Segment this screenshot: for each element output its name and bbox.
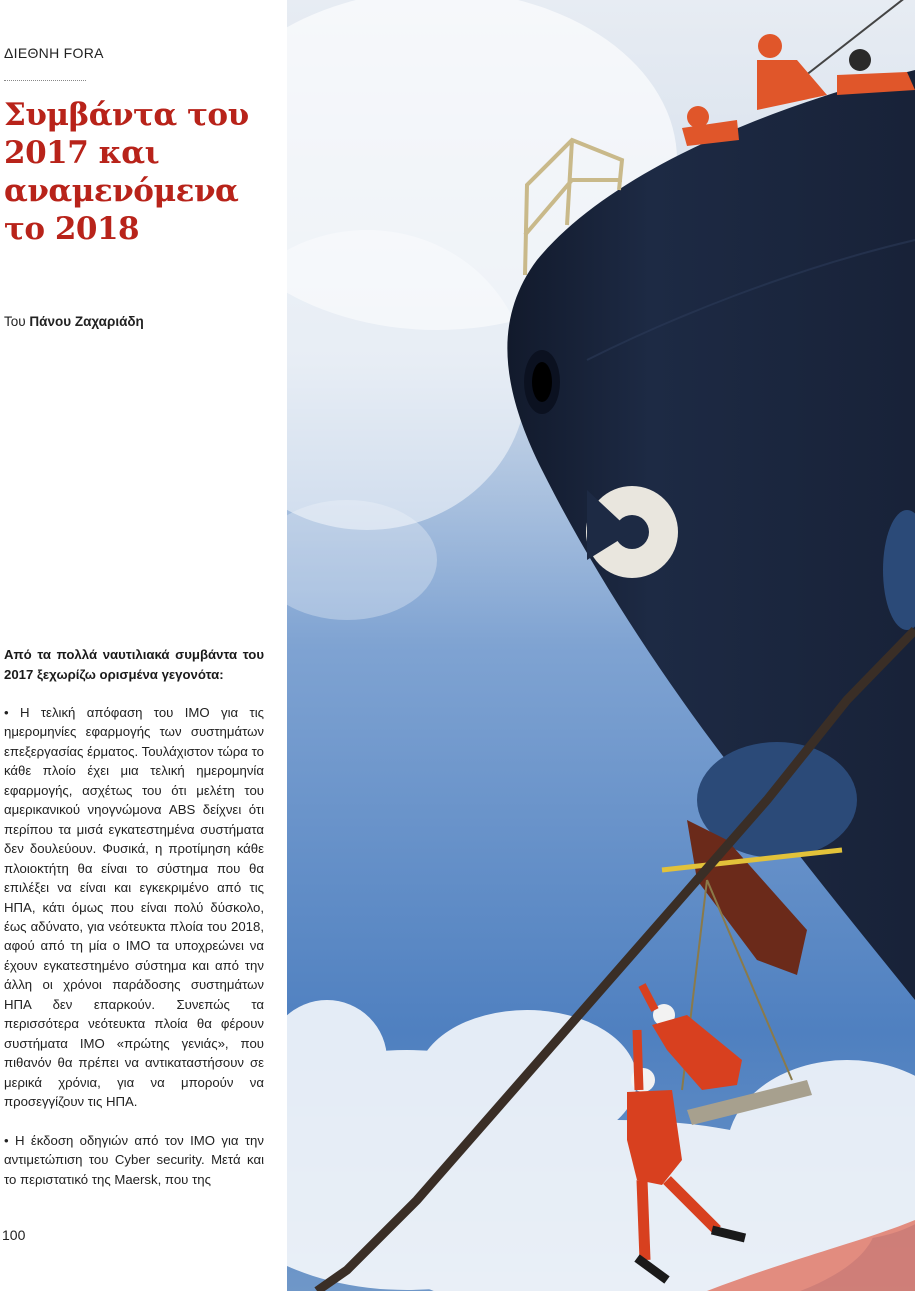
- article-title: Συμβάντα του 2017 και αναμενόμενα το 2018: [4, 97, 249, 247]
- article-text-column: [0, 0, 287, 1291]
- hull-logo: [586, 486, 678, 578]
- article-lead: Από τα πολλά ναυτιλιακά συμβάντα του 2017 ξεχωρίζω ορισμένα γεγονότα:: [4, 647, 264, 682]
- ship-bow-photo: [287, 0, 915, 1291]
- section-divider: [4, 80, 86, 81]
- byline: [4, 314, 144, 329]
- page-number: 100: [2, 1227, 26, 1243]
- byline-prefix: Του: [4, 314, 26, 329]
- section-label: ΔΙΕΘΝΗ FORA: [4, 45, 104, 61]
- article-paragraph: • Η έκδοση οδηγιών από τον IMO για την αντιμετώπιση του Cyber security. Μετά και το περιστατικό της Maersk, που της: [4, 1133, 264, 1187]
- article-paragraph: • Η τελική απόφαση του IMO για τις ημερομηνίες εφαρμογής των συστημάτων επεξεργασίας έρματος. Τουλάχιστον τώρα το κάθε πλοίο έχει μια τελική ημερομηνία εφαρμογής, ασχέτως του ότι μελέτη του αμερικανικού νηογνώμονα ABS δείχνει ότι περίπου τα μισά εγκατεστημένα συστήματα δεν δουλεύουν. Φυσικά, η προτίμηση κάθε πλοιοκτήτη θα είναι το σύστημα που θα επιλέξει να είναι και εγκεκριμένο από τις ΗΠΑ, κάτι όμως που είναι πολύ δύσκολο, έως αδύνατο, για νεότευκτα πλοία του 2018, αφού από τη μία ο IMO τα υποχρεώνει να έχουν εγκατεστημένο σύστημα και από την άλλη οι χρόνοι παράδοσης συστημάτων ΗΠΑ δεν επαρκούν. Συνεπώς τα περισσότερα νεότευκτα πλοία θα φέρουν συστήματα IMO «πρώτης γενιάς», που πιθανόν θα πρέπει να αντικαταστήσουν σε μερικά χρόνια, για να μπορούν να προσεγγίζουν τις ΗΠΑ.: [4, 705, 264, 1110]
- byline-author: Πάνου Ζαχαριάδη: [29, 314, 144, 329]
- hawse-pipe: [524, 350, 560, 414]
